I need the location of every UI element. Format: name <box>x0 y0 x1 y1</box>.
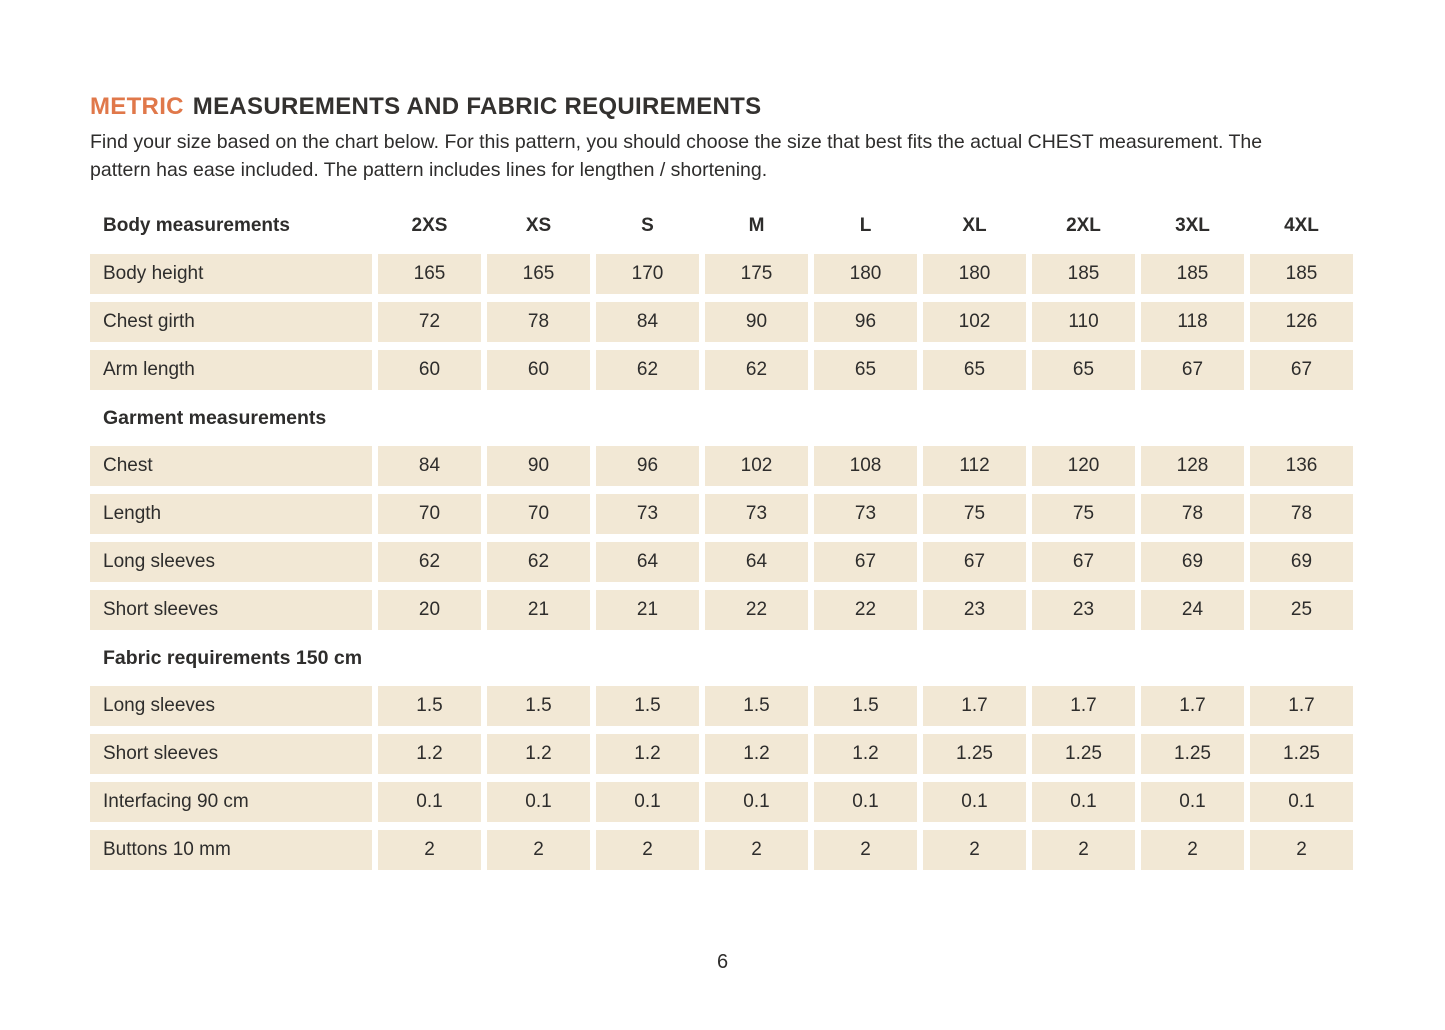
value-cell: 1.25 <box>1250 734 1353 774</box>
value-cell: 175 <box>705 254 808 294</box>
size-column-header: M <box>748 215 765 236</box>
value-cell: 1.2 <box>487 734 590 774</box>
value-cell: 96 <box>814 302 917 342</box>
value-cell: 78 <box>487 302 590 342</box>
value-cell: 2 <box>1250 830 1353 870</box>
value-cell: 165 <box>487 254 590 294</box>
value-cell: 21 <box>487 590 590 630</box>
value-cell: 0.1 <box>1250 782 1353 822</box>
value-cell: 67 <box>814 542 917 582</box>
value-cell: 1.25 <box>1032 734 1135 774</box>
size-column-header: 2XL <box>1066 215 1101 236</box>
value-cell: 65 <box>923 350 1026 390</box>
value-cell: 0.1 <box>1141 782 1244 822</box>
size-column-header: 3XL <box>1175 215 1210 236</box>
value-cell: 108 <box>814 446 917 486</box>
table-row <box>90 350 1353 390</box>
value-cell: 22 <box>705 590 808 630</box>
value-cell: 185 <box>1141 254 1244 294</box>
value-cell: 112 <box>923 446 1026 486</box>
value-cell: 70 <box>487 494 590 534</box>
row-label: Short sleeves <box>90 734 372 774</box>
value-cell: 72 <box>378 302 481 342</box>
value-cell: 2 <box>814 830 917 870</box>
row-label: Buttons 10 mm <box>90 830 372 870</box>
table-row <box>90 542 1353 582</box>
size-column-header: XL <box>962 215 987 236</box>
value-cell: 73 <box>596 494 699 534</box>
size-column-header: S <box>641 215 654 236</box>
value-cell: 60 <box>378 350 481 390</box>
row-label: Interfacing 90 cm <box>90 782 372 822</box>
row-label: Long sleeves <box>90 686 372 726</box>
page-title <box>90 93 1445 121</box>
value-cell: 64 <box>596 542 699 582</box>
value-cell: 1.5 <box>814 686 917 726</box>
value-cell: 67 <box>1250 350 1353 390</box>
value-cell: 102 <box>923 302 1026 342</box>
value-cell: 78 <box>1250 494 1353 534</box>
section-heading: Fabric requirements 150 cm <box>103 646 363 669</box>
value-cell: 64 <box>705 542 808 582</box>
value-cell: 62 <box>487 542 590 582</box>
value-cell: 2 <box>596 830 699 870</box>
value-cell: 1.5 <box>705 686 808 726</box>
row-label: Short sleeves <box>90 590 372 630</box>
size-column-header: L <box>859 215 872 236</box>
value-cell: 185 <box>1250 254 1353 294</box>
table-row <box>90 446 1353 486</box>
row-label: Length <box>90 494 372 534</box>
value-cell: 1.25 <box>923 734 1026 774</box>
value-cell: 65 <box>1032 350 1135 390</box>
size-column-header: 4XL <box>1284 215 1319 236</box>
value-cell: 1.7 <box>1141 686 1244 726</box>
value-cell: 25 <box>1250 590 1353 630</box>
value-cell: 1.5 <box>487 686 590 726</box>
value-cell: 1.25 <box>1141 734 1244 774</box>
value-cell: 1.5 <box>378 686 481 726</box>
table-row <box>90 782 1353 822</box>
value-cell: 75 <box>923 494 1026 534</box>
row-label: Chest <box>90 446 372 486</box>
value-cell: 126 <box>1250 302 1353 342</box>
page-number: 6 <box>716 951 729 973</box>
column-header-body-measurements: Body measurements <box>103 215 290 236</box>
value-cell: 2 <box>1141 830 1244 870</box>
value-cell: 2 <box>378 830 481 870</box>
value-cell: 1.7 <box>1032 686 1135 726</box>
value-cell: 102 <box>705 446 808 486</box>
table-row <box>90 734 1353 774</box>
value-cell: 118 <box>1141 302 1244 342</box>
value-cell: 70 <box>378 494 481 534</box>
table-row <box>90 590 1353 630</box>
value-cell: 62 <box>705 350 808 390</box>
value-cell: 67 <box>1141 350 1244 390</box>
value-cell: 84 <box>378 446 481 486</box>
value-cell: 75 <box>1032 494 1135 534</box>
value-cell: 62 <box>378 542 481 582</box>
value-cell: 0.1 <box>923 782 1026 822</box>
value-cell: 2 <box>923 830 1026 870</box>
row-label: Chest girth <box>90 302 372 342</box>
value-cell: 69 <box>1141 542 1244 582</box>
value-cell: 180 <box>923 254 1026 294</box>
size-chart-table <box>90 206 1353 870</box>
value-cell: 1.2 <box>378 734 481 774</box>
value-cell: 67 <box>923 542 1026 582</box>
row-label: Body height <box>90 254 372 294</box>
value-cell: 180 <box>814 254 917 294</box>
value-cell: 185 <box>1032 254 1135 294</box>
value-cell: 0.1 <box>487 782 590 822</box>
value-cell: 23 <box>1032 590 1135 630</box>
value-cell: 67 <box>1032 542 1135 582</box>
value-cell: 24 <box>1141 590 1244 630</box>
value-cell: 0.1 <box>705 782 808 822</box>
value-cell: 84 <box>596 302 699 342</box>
value-cell: 90 <box>487 446 590 486</box>
value-cell: 128 <box>1141 446 1244 486</box>
table-row <box>90 830 1353 870</box>
value-cell: 2 <box>487 830 590 870</box>
value-cell: 1.2 <box>596 734 699 774</box>
value-cell: 90 <box>705 302 808 342</box>
row-label: Arm length <box>90 350 372 390</box>
table-row <box>90 254 1353 294</box>
section-heading: Garment measurements <box>103 406 327 429</box>
table-row <box>90 686 1353 726</box>
value-cell: 0.1 <box>814 782 917 822</box>
title-highlight: METRIC <box>90 93 184 120</box>
value-cell: 110 <box>1032 302 1135 342</box>
value-cell: 73 <box>814 494 917 534</box>
value-cell: 170 <box>596 254 699 294</box>
value-cell: 20 <box>378 590 481 630</box>
title-rest: MEASUREMENTS AND FABRIC REQUIREMENTS <box>192 93 762 120</box>
value-cell: 2 <box>705 830 808 870</box>
value-cell: 0.1 <box>1032 782 1135 822</box>
value-cell: 165 <box>378 254 481 294</box>
value-cell: 1.5 <box>596 686 699 726</box>
value-cell: 1.7 <box>923 686 1026 726</box>
value-cell: 0.1 <box>378 782 481 822</box>
value-cell: 62 <box>596 350 699 390</box>
intro-paragraph: Find your size based on the chart below. For this pattern, you should choose the size that best fits the actual CHEST measurement. The pattern has ease included. The pattern includes lines for lengthen / shortening. <box>90 131 1263 181</box>
value-cell: 2 <box>1032 830 1135 870</box>
value-cell: 0.1 <box>596 782 699 822</box>
value-cell: 1.2 <box>705 734 808 774</box>
value-cell: 1.2 <box>814 734 917 774</box>
value-cell: 78 <box>1141 494 1244 534</box>
value-cell: 65 <box>814 350 917 390</box>
table-row <box>90 302 1353 342</box>
value-cell: 69 <box>1250 542 1353 582</box>
table-header-row <box>90 206 1353 246</box>
size-column-header: 2XS <box>411 215 448 236</box>
value-cell: 22 <box>814 590 917 630</box>
table-row <box>90 494 1353 534</box>
value-cell: 96 <box>596 446 699 486</box>
value-cell: 73 <box>705 494 808 534</box>
row-label: Long sleeves <box>90 542 372 582</box>
value-cell: 120 <box>1032 446 1135 486</box>
value-cell: 136 <box>1250 446 1353 486</box>
value-cell: 23 <box>923 590 1026 630</box>
value-cell: 1.7 <box>1250 686 1353 726</box>
size-column-header: XS <box>525 215 552 236</box>
value-cell: 60 <box>487 350 590 390</box>
value-cell: 21 <box>596 590 699 630</box>
